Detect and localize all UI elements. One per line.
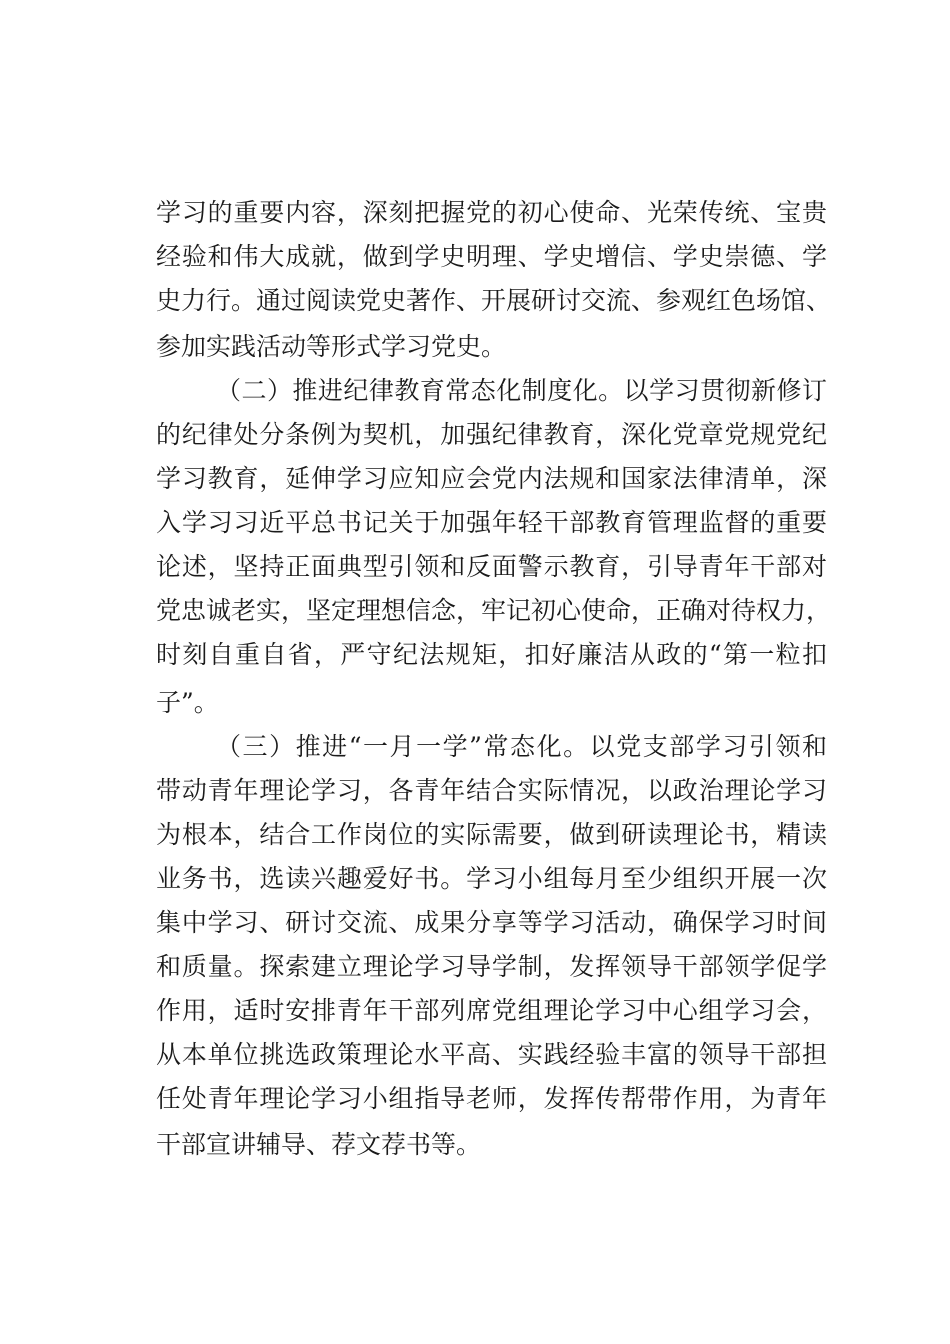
text-line: 和质量。探索建立理论学习导学制，发挥领导干部领学促学 bbox=[156, 952, 827, 981]
section-heading-line: （三）推进“一月一学”常态化。以党支部学习引领和 bbox=[216, 732, 827, 761]
text-line: 经验和伟大成就，做到学史明理、学史增信、学史崇德、学 bbox=[156, 242, 827, 271]
text-line: 史力行。通过阅读党史著作、开展研讨交流、参观红色场馆、 bbox=[156, 286, 832, 315]
text-line: 带动青年理论学习，各青年结合实际情况，以政治理论学习 bbox=[156, 776, 827, 805]
text-line: 业务书，选读兴趣爱好书。学习小组每月至少组织开展一次 bbox=[156, 864, 827, 893]
text-line: 学习的重要内容，深刻把握党的初心使命、光荣传统、宝贵 bbox=[156, 198, 827, 227]
text-line: 入学习习近平总书记关于加强年轻干部教育管理监督的重要 bbox=[156, 508, 827, 537]
text-line: 子”。 bbox=[156, 688, 219, 717]
text-line: 时刻自重自省，严守纪法规矩，扣好廉洁从政的“第一粒扣 bbox=[156, 640, 827, 669]
text-line: 的纪律处分条例为契机，加强纪律教育，深化党章党规党纪 bbox=[156, 420, 827, 449]
text-line: 参加实践活动等形式学习党史。 bbox=[156, 332, 507, 361]
text-line: 为根本，结合工作岗位的实际需要，做到研读理论书，精读 bbox=[156, 820, 827, 849]
text-line: 党忠诚老实，坚定理想信念，牢记初心使命，正确对待权力， bbox=[156, 596, 832, 625]
text-line: 从本单位挑选政策理论水平高、实践经验丰富的领导干部担 bbox=[156, 1040, 827, 1069]
text-line: 任处青年理论学习小组指导老师，发挥传帮带作用，为青年 bbox=[156, 1084, 827, 1113]
section-heading-line: （二）推进纪律教育常态化制度化。以学习贯彻新修订 bbox=[216, 376, 827, 405]
text-line: 干部宣讲辅导、荐文荐书等。 bbox=[156, 1130, 482, 1159]
text-line: 学习教育，延伸学习应知应会党内法规和国家法律清单，深 bbox=[156, 464, 827, 493]
text-line: 作用，适时安排青年干部列席党组理论学习中心组学习会， bbox=[156, 996, 827, 1025]
text-line: 论述，坚持正面典型引领和反面警示教育，引导青年干部对 bbox=[156, 552, 827, 581]
text-line: 集中学习、研讨交流、成果分享等学习活动，确保学习时间 bbox=[156, 908, 827, 937]
